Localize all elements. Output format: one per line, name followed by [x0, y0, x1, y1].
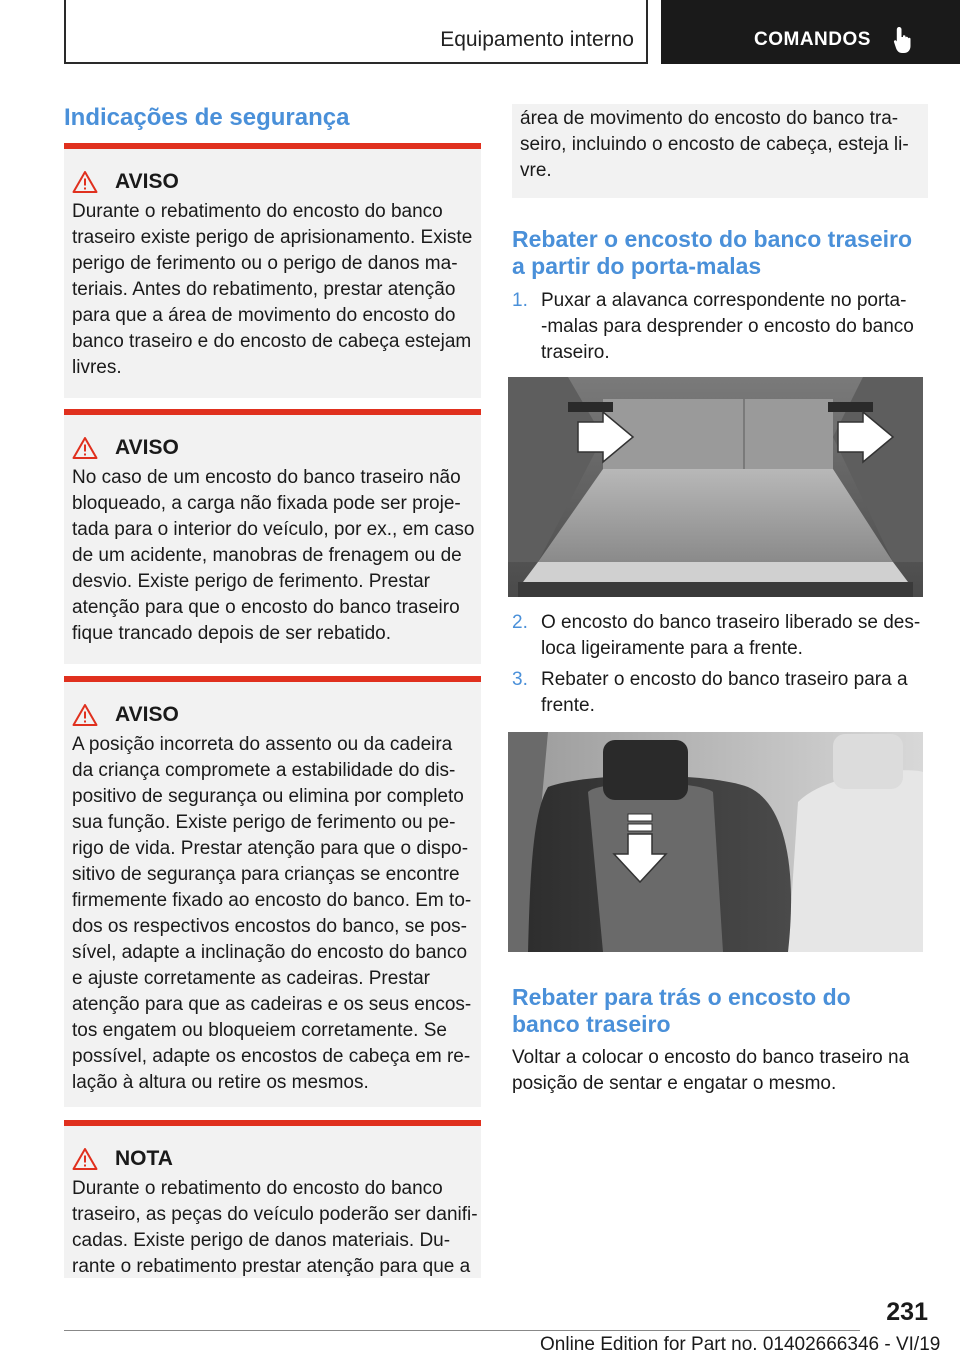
rear-seat-fold-image [508, 732, 923, 952]
text-line: desvio. Existe perigo de ferimento. Prestar [72, 571, 431, 592]
section-heading-safety: Indicações de segurança [64, 104, 350, 131]
warning-triangle-icon [72, 1147, 98, 1171]
text-line: bloqueado, a carga não fixada pode ser proje- [72, 493, 461, 514]
note-text [72, 1176, 478, 1280]
text-line: área de movimento do encosto do banco tra- [520, 108, 899, 129]
note-box [64, 1120, 481, 1278]
header-section-box [64, 0, 648, 64]
text-line: perigo de ferimento ou o perigo de danos ma- [72, 253, 458, 274]
text-line: sitivo de segurança para crianças se encontre [72, 864, 460, 885]
text-line: e ajuste corretamente as cadeiras. Prestar [72, 968, 431, 989]
warning-bar [64, 409, 481, 415]
text-line: Voltar a colocar o encosto do banco traseiro na [512, 1047, 910, 1068]
text-line: da criança compromete a estabilidade do dis- [72, 760, 456, 781]
warning-bar [64, 143, 481, 149]
warning-triangle-icon [72, 436, 98, 460]
text-line: teriais. Antes do rebatimento, prestar atenção [72, 279, 456, 300]
step-3 [512, 667, 928, 719]
rear-seat-illustration [508, 732, 923, 952]
text-line: Durante o rebatimento do encosto do banco [72, 201, 443, 222]
header-section-label: Equipamento interno [440, 28, 634, 51]
text-line: O encosto do banco traseiro liberado se des- [541, 612, 921, 633]
step-1 [512, 288, 928, 366]
text-line: traseiro existe perigo de aprisionamento. Existe [72, 227, 473, 248]
page-number: 231 [886, 1298, 928, 1326]
text-line: rigo de vida. Prestar atenção para que o dispo- [72, 838, 469, 859]
text-line: banco traseiro e do encosto de cabeça estejam [72, 331, 472, 352]
warning-triangle-icon [72, 703, 98, 727]
text-line: de um acidente, manobras de frenagem ou de [72, 545, 462, 566]
heading-line: banco traseiro [512, 1011, 671, 1037]
text-line: firmemente fixado ao encosto do banco. Em to- [72, 890, 472, 911]
warning-bar [64, 676, 481, 682]
note-bar [64, 1120, 481, 1126]
heading-line: Rebater para trás o encosto do [512, 984, 851, 1010]
warning-text [72, 732, 473, 1096]
text-line: lação à altura ou retire os mesmos. [72, 1072, 369, 1093]
trunk-illustration [508, 377, 923, 597]
text-line: Puxar a alavanca correspondente no porta- [541, 290, 907, 311]
warning-title: AVISO [115, 703, 179, 726]
footer-edition: Online Edition for Part no. 01402666346 - VI/19 [540, 1334, 941, 1355]
footer-divider [64, 1330, 860, 1331]
text-line: positivo de segurança ou elimina por completo [72, 786, 464, 807]
text-line: sível, adapte a inclinação do encosto do banco [72, 942, 468, 963]
text-line: tada para o interior do veículo, por ex., em caso [72, 519, 475, 540]
text-line: tos engatem ou bloqueiem corretamente. Se [72, 1020, 447, 1041]
text-line: seiro, incluindo o encosto de cabeça, esteja li- [520, 134, 909, 155]
text-line: vre. [520, 160, 552, 181]
text-line: Rebater o encosto do banco traseiro para a [541, 669, 908, 690]
text-line: possível, adapte os encostos de cabeça em re- [72, 1046, 471, 1067]
heading-line: a partir do porta-malas [512, 253, 762, 279]
text-line: para que a área de movimento do encosto do [72, 305, 456, 326]
step-2 [512, 610, 928, 662]
text-line: cadas. Existe perigo de danos materiais. Du- [72, 1230, 451, 1251]
warning-box-2 [64, 409, 481, 664]
text-line: traseiro. [541, 342, 610, 363]
text-line: livres. [72, 357, 122, 378]
text-line: fique trancado depois de ser rebatido. [72, 623, 391, 644]
warning-title: AVISO [115, 436, 179, 459]
text-line: atenção para que o encosto do banco traseiro [72, 597, 460, 618]
text-line: frente. [541, 695, 595, 716]
text-line: No caso de um encosto do banco traseiro não [72, 467, 461, 488]
text-line: dos os respectivos encostos do banco, se pos- [72, 916, 468, 937]
text-line: traseiro, as peças do veículo poderão ser danifi- [72, 1204, 478, 1225]
text-line: rante o rebatimento prestar atenção para que a [72, 1256, 471, 1277]
step-number: 1. [512, 290, 528, 311]
pointing-hand-icon [893, 26, 915, 54]
step-number: 2. [512, 612, 528, 633]
warning-box-1 [64, 143, 481, 398]
text-line: Durante o rebatimento do encosto do banco [72, 1178, 443, 1199]
note-title: NOTA [115, 1147, 173, 1170]
heading-line: Rebater o encosto do banco traseiro [512, 226, 913, 252]
text-line: atenção para que as cadeiras e os seus encos- [72, 994, 472, 1015]
step-number: 3. [512, 669, 528, 690]
warning-title: AVISO [115, 170, 179, 193]
warning-text [72, 199, 473, 381]
text-line: loca ligeiramente para a frente. [541, 638, 803, 659]
text-line: -malas para desprender o encosto do banco [541, 316, 914, 337]
fold-back-paragraph [512, 1045, 928, 1097]
text-line: posição de sentar e engatar o mesmo. [512, 1073, 837, 1094]
warning-triangle-icon [72, 170, 98, 194]
header-chapter-tab[interactable] [661, 0, 960, 64]
text-line: sua função. Existe perigo de ferimento ou pe- [72, 812, 456, 833]
trunk-release-levers-image [508, 377, 923, 597]
warning-text [72, 465, 473, 647]
text-line: A posição incorreta do assento ou da cadeira [72, 734, 453, 755]
section-heading-fold-from-trunk [512, 226, 932, 280]
note-continuation-box [512, 104, 928, 198]
header-chapter-label: COMANDOS [754, 29, 871, 50]
section-heading-fold-back [512, 984, 932, 1038]
warning-box-3 [64, 676, 481, 1107]
